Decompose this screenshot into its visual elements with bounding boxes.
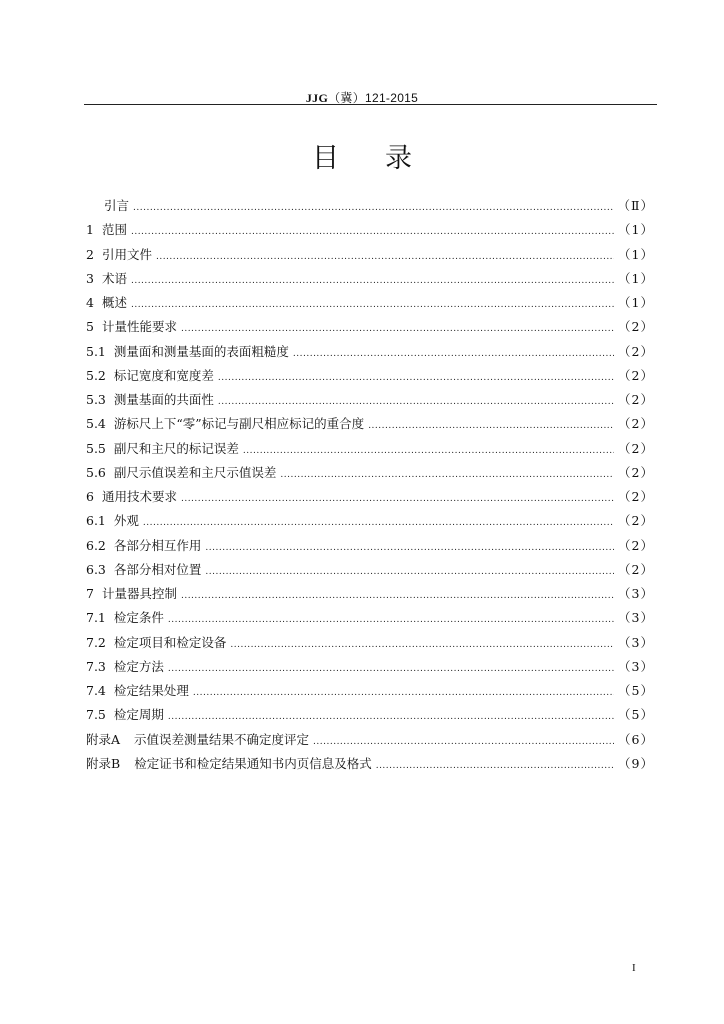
toc-entry-number: 5.2: [86, 367, 106, 383]
toc-entry-page: （3）: [618, 610, 654, 626]
toc-entry-page: （2）: [618, 343, 654, 359]
toc-entry-label: 检定条件: [113, 610, 164, 626]
toc-entry-page: （1）: [618, 270, 654, 286]
toc-entry-label: 各部分相互作用: [113, 537, 202, 553]
toc-entry-label: 范围: [101, 222, 127, 238]
toc-entry[interactable]: [86, 655, 654, 679]
toc-entry-label: 检定项目和检定设备: [113, 634, 227, 650]
toc-entry-label: 检定周期: [113, 707, 164, 723]
toc-entry-label: 术语: [101, 270, 127, 286]
toc-entry-label: 副尺和主尺的标记误差: [113, 440, 239, 456]
toc-entry[interactable]: [86, 606, 654, 630]
toc-entry-label: 通用技术要求: [101, 489, 177, 504]
toc-entry[interactable]: [86, 461, 654, 485]
toc-entry-number: 附录B: [86, 755, 121, 771]
toc-entry-label: 副尺示值误差和主尺示值误差: [113, 464, 277, 480]
toc-entry-page: （6）: [618, 731, 654, 747]
toc-entry-label: 计量性能要求: [101, 319, 177, 335]
toc-entry-number: 1: [86, 222, 94, 238]
toc-entry-number: 6.3: [86, 561, 106, 577]
toc-entry-title: [86, 340, 289, 364]
toc-entry[interactable]: [86, 752, 654, 776]
toc-entry[interactable]: [86, 534, 654, 558]
toc-entry-number: 7.2: [86, 634, 106, 650]
toc-entry-page: （1）: [618, 295, 654, 310]
dot-leader: [168, 608, 614, 632]
toc-entry-label: 标记宽度和宽度差: [113, 367, 214, 383]
toc-entry-title: [86, 485, 177, 509]
toc-entry[interactable]: [86, 388, 654, 412]
toc-entry-title: [86, 679, 189, 703]
dot-leader: [230, 633, 614, 657]
toc-entry-label: 检定结果处理: [113, 683, 189, 698]
toc-entry-title: [86, 364, 214, 388]
toc-entry[interactable]: [86, 582, 654, 606]
toc-entry-number: 7: [86, 586, 94, 601]
toc-entry[interactable]: [86, 315, 654, 339]
dot-leader: [131, 220, 614, 244]
toc-entry-page: （2）: [618, 440, 654, 456]
dot-leader: [156, 245, 614, 269]
toc-entry-title: [86, 194, 129, 218]
toc-entry[interactable]: [86, 485, 654, 509]
toc-entry-number: 6: [86, 489, 94, 504]
toc-entry-number: 5.6: [86, 464, 106, 480]
toc-entry-page: （Ⅱ）: [617, 198, 654, 213]
toc-entry-title: [86, 655, 164, 679]
toc-entry-title: [86, 606, 164, 630]
toc-entry[interactable]: [86, 631, 654, 655]
toc-entry-number: 5.4: [86, 416, 106, 432]
dot-leader: [181, 487, 614, 511]
dot-leader: [218, 390, 614, 414]
toc-entry-title: [86, 558, 201, 582]
toc-entry[interactable]: [86, 340, 654, 364]
toc-entry-title: [86, 728, 309, 752]
toc-entry-label: 示值误差测量结果不确定度评定: [134, 731, 310, 747]
toc-entry[interactable]: [86, 509, 654, 533]
toc-entry-label: 计量器具控制: [101, 586, 177, 601]
standard-code-rest: （冀）121-2015: [328, 91, 419, 105]
dot-leader: [168, 705, 614, 729]
toc-entry-label: 引言: [104, 198, 130, 213]
toc-entry[interactable]: [86, 267, 654, 291]
toc-entry[interactable]: [86, 703, 654, 727]
toc-entry[interactable]: [86, 728, 654, 752]
dot-leader: [193, 681, 614, 705]
header-rule: [84, 104, 657, 105]
toc-entry[interactable]: [86, 679, 654, 703]
toc-entry[interactable]: [86, 218, 654, 242]
dot-leader: [133, 196, 613, 220]
toc-entry-page: （1）: [618, 246, 654, 262]
toc-entry-number: 附录A: [86, 731, 121, 747]
dot-leader: [168, 657, 614, 681]
toc-entry-page: （5）: [618, 683, 654, 698]
toc-entry-title: [86, 291, 127, 315]
toc-entry-page: （3）: [618, 634, 654, 650]
toc-entry-page: （2）: [618, 464, 654, 480]
toc-entry-page: （2）: [618, 392, 654, 407]
toc-entry-number: 7.1: [86, 610, 106, 626]
toc-entry-title: [86, 631, 226, 655]
toc-entry-title: [86, 437, 239, 461]
dot-leader: [243, 439, 614, 463]
toc-entry-title: [86, 534, 201, 558]
page-title: 目录: [312, 143, 458, 174]
dot-leader: [313, 730, 614, 754]
toc-entry-number: 7.3: [86, 658, 106, 674]
toc-entry-title: [86, 509, 139, 533]
dot-leader: [368, 414, 614, 438]
toc-entry-number: 7.4: [86, 683, 106, 698]
toc-entry-number: 2: [86, 246, 94, 262]
toc-entry-number: 4: [86, 295, 94, 310]
toc-entry-label: 检定证书和检定结果通知书内页信息及格式: [134, 755, 372, 771]
toc-entry-title: [86, 752, 372, 776]
toc-entry-title: [86, 461, 276, 485]
table-of-contents: [86, 194, 654, 776]
toc-entry-number: 5.5: [86, 440, 106, 456]
toc-entry[interactable]: [86, 243, 654, 267]
toc-entry-number: 5.3: [86, 392, 106, 407]
standard-code-prefix: JJG: [305, 91, 329, 105]
toc-entry-title: [86, 412, 364, 436]
dot-leader: [376, 754, 614, 778]
toc-entry-title: [86, 267, 127, 291]
toc-entry-page: （2）: [618, 319, 654, 335]
toc-entry-page: （2）: [618, 367, 654, 383]
toc-entry-page: （2）: [618, 416, 654, 432]
toc-entry[interactable]: [86, 364, 654, 388]
toc-entry-number: 7.5: [86, 707, 106, 723]
toc-entry-number: 3: [86, 270, 94, 286]
toc-entry-title: [86, 315, 177, 339]
toc-entry-label: 外观: [113, 513, 139, 529]
toc-entry-page: （2）: [618, 561, 654, 577]
dot-leader: [205, 536, 614, 560]
dot-leader: [131, 293, 614, 317]
toc-entry[interactable]: [86, 558, 654, 582]
toc-entry-label: 游标尺上下“零”标记与副尺相应标记的重合度: [113, 416, 365, 432]
dot-leader: [205, 560, 614, 584]
toc-entry-number: 5.1: [86, 343, 106, 359]
toc-entry[interactable]: [86, 437, 654, 461]
toc-entry-page: （1）: [618, 222, 654, 238]
toc-entry-title: [86, 218, 127, 242]
dot-leader: [218, 366, 614, 390]
toc-entry-page: （2）: [618, 537, 654, 553]
toc-entry-label: 引用文件: [101, 246, 152, 262]
toc-entry-number: 5: [86, 319, 94, 335]
toc-entry-number: 6.2: [86, 537, 106, 553]
dot-leader: [280, 463, 614, 487]
toc-entry-label: 测量面和测量基面的表面粗糙度: [113, 343, 289, 359]
toc-entry-title: [86, 388, 214, 412]
toc-entry-title: [86, 582, 177, 606]
toc-entry-label: 检定方法: [113, 658, 164, 674]
dot-leader: [143, 511, 614, 535]
toc-entry[interactable]: [86, 412, 654, 436]
dot-leader: [131, 269, 614, 293]
toc-entry-title: [86, 243, 152, 267]
dot-leader: [181, 317, 614, 341]
toc-entry-label: 测量基面的共面性: [113, 392, 214, 407]
page-number: I: [632, 962, 636, 974]
toc-entry-page: （5）: [618, 707, 654, 723]
toc-entry-page: （3）: [618, 658, 654, 674]
toc-entry-label: 概述: [101, 295, 127, 310]
toc-entry-page: （3）: [618, 586, 654, 601]
toc-entry-number: 6.1: [86, 513, 106, 529]
toc-entry-page: （2）: [618, 513, 654, 529]
dot-leader: [293, 342, 614, 366]
toc-entry[interactable]: [86, 291, 654, 315]
toc-entry-title: [86, 703, 164, 727]
toc-entry-page: （2）: [618, 489, 654, 504]
dot-leader: [181, 584, 614, 608]
toc-entry-page: （9）: [618, 755, 654, 771]
toc-entry[interactable]: [86, 194, 654, 218]
toc-entry-label: 各部分相对位置: [113, 561, 202, 577]
